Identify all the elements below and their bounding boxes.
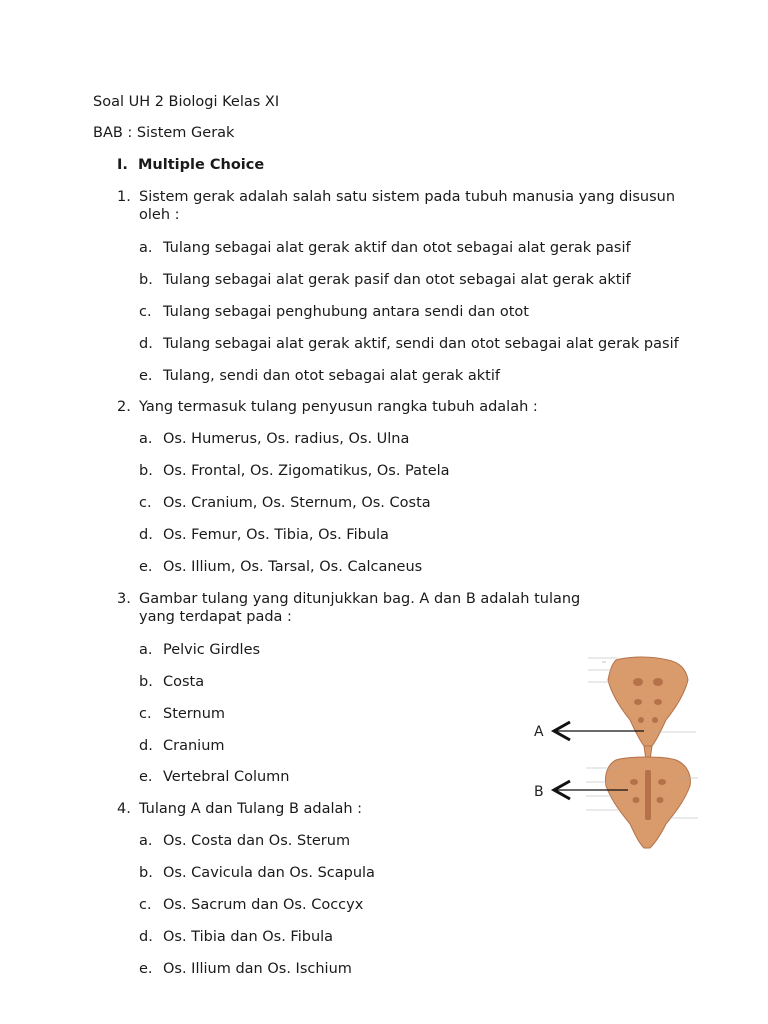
- option-letter: e.: [139, 769, 153, 785]
- sacrum-posterior-view: [586, 757, 698, 848]
- option-letter: b.: [139, 865, 153, 881]
- option-text: Tulang sebagai alat gerak pasif dan otot sebagai alat gerak aktif: [163, 272, 631, 288]
- section-title: Multiple Choice: [138, 157, 265, 173]
- option-text: Os. Frontal, Os. Zigomatikus, Os. Patela: [163, 463, 450, 479]
- question-text: Tulang A dan Tulang B adalah :: [139, 801, 363, 817]
- option-letter: a.: [139, 642, 153, 658]
- option-letter: a.: [139, 240, 153, 256]
- question-text: Sistem gerak adalah salah satu sistem pada tubuh manusia yang disusun oleh :: [139, 189, 676, 223]
- option-text: Tulang sebagai alat gerak aktif, sendi dan otot sebagai alat gerak pasif: [163, 336, 679, 352]
- chapter-title: BAB : Sistem Gerak: [93, 125, 235, 141]
- option-text: Sternum: [163, 706, 226, 722]
- option-letter: a.: [139, 431, 153, 447]
- option-letter: c.: [139, 897, 152, 913]
- option-text: Tulang sebagai alat gerak aktif dan otot sebagai alat gerak pasif: [163, 240, 631, 256]
- option-text: Cranium: [163, 738, 225, 754]
- option-letter: d.: [139, 336, 153, 352]
- arrow-a-icon: [554, 722, 644, 740]
- option-text: Os. Illium dan Os. Ischium: [163, 961, 352, 977]
- question-text: Yang termasuk tulang penyusun rangka tubuh adalah :: [139, 399, 538, 415]
- option-letter: e.: [139, 559, 153, 575]
- option-text: Os. Costa dan Os. Sterum: [163, 833, 351, 849]
- section-number: I.: [117, 157, 128, 173]
- option-letter: d.: [139, 527, 153, 543]
- question-number: 1.: [117, 189, 131, 205]
- question-number: 4.: [117, 801, 131, 817]
- option-letter: c.: [139, 706, 152, 722]
- option-letter: d.: [139, 738, 153, 754]
- figure-label-a: A: [534, 724, 544, 740]
- question-number: 2.: [117, 399, 131, 415]
- option-letter: a.: [139, 833, 153, 849]
- figure-label-b: B: [534, 784, 544, 800]
- option-letter: d.: [139, 929, 153, 945]
- option-text: Costa: [163, 674, 205, 690]
- option-letter: c.: [139, 495, 152, 511]
- option-letter: b.: [139, 463, 153, 479]
- option-text: Os. Tibia dan Os. Fibula: [163, 929, 334, 945]
- option-text: Tulang sebagai penghubung antara sendi dan otot: [163, 304, 529, 320]
- option-text: Tulang, sendi dan otot sebagai alat gerak aktif: [163, 368, 500, 384]
- option-text: Os. Cavicula dan Os. Scapula: [163, 865, 375, 881]
- question-number: 3.: [117, 591, 131, 607]
- option-text: Os. Cranium, Os. Sternum, Os. Costa: [163, 495, 431, 511]
- option-text: Vertebral Column: [163, 769, 290, 785]
- option-text: Os. Illium, Os. Tarsal, Os. Calcaneus: [163, 559, 423, 575]
- option-text: Pelvic Girdles: [163, 642, 261, 658]
- document-title: Soal UH 2 Biologi Kelas XI: [93, 94, 280, 110]
- option-text: Os. Sacrum dan Os. Coccyx: [163, 897, 364, 913]
- question-text: Gambar tulang yang ditunjukkan bag. A dan B adalah tulang yang terdapat pada :: [139, 591, 581, 625]
- option-letter: c.: [139, 304, 152, 320]
- option-letter: b.: [139, 272, 153, 288]
- sacrum-figure: [528, 648, 708, 860]
- option-text: Os. Femur, Os. Tibia, Os. Fibula: [163, 527, 389, 543]
- sacrum-anterior-view: [588, 657, 696, 760]
- option-letter: e.: [139, 961, 153, 977]
- option-letter: b.: [139, 674, 153, 690]
- option-letter: e.: [139, 368, 153, 384]
- option-text: Os. Humerus, Os. radius, Os. Ulna: [163, 431, 410, 447]
